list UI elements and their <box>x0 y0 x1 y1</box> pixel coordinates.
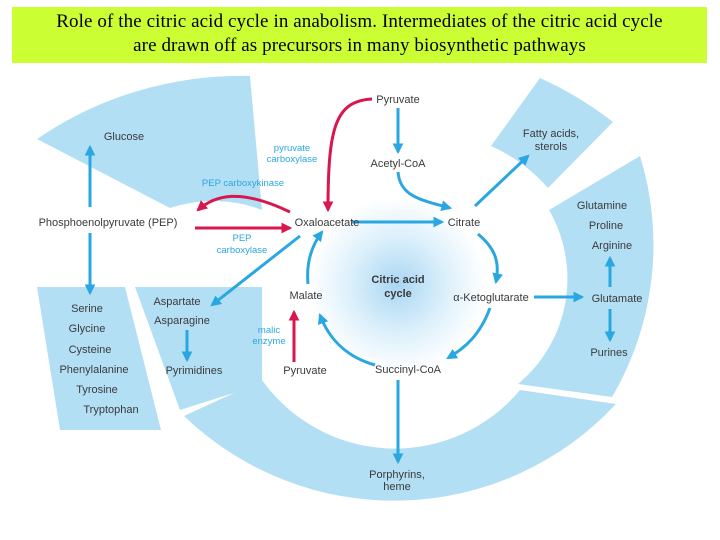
label-glucose: Glucose <box>103 131 145 143</box>
label-asparagine: Asparagine <box>154 315 210 327</box>
center-label-line-2: cycle <box>384 288 412 300</box>
label-pep: Phosphoenolpyruvate (PEP) <box>38 217 178 229</box>
label-pyrimidines: Pyrimidines <box>165 365 223 377</box>
label-serine: Serine <box>71 303 103 315</box>
label-pyruvate-carboxylase-2: carboxylase <box>266 154 318 165</box>
band-glucose <box>37 76 262 210</box>
label-purines: Purines <box>590 347 628 359</box>
label-glutamate: Glutamate <box>591 293 643 305</box>
label-aspartate: Aspartate <box>153 296 201 308</box>
title-line-2: are drawn off as precursors in many biosynthetic pathways <box>133 35 586 56</box>
center-label-line-1: Citric acid <box>371 274 425 286</box>
label-glutamine: Glutamine <box>576 200 628 212</box>
label-fatty-acids-1: Fatty acids, <box>522 128 580 140</box>
label-tyrosine: Tyrosine <box>76 384 118 396</box>
label-pyruvate-carboxylase-1: pyruvate <box>273 143 311 154</box>
label-phenylalanine: Phenylalanine <box>59 364 129 376</box>
label-tryptophan: Tryptophan <box>83 404 139 416</box>
label-porphyrins-1: Porphyrins, <box>369 469 425 481</box>
label-oxaloacetate: Oxaloacetate <box>294 217 360 229</box>
label-fatty-acids-2: sterols <box>534 141 568 153</box>
arrow-citrate-to-fatty-acids <box>475 156 528 206</box>
label-glycine: Glycine <box>68 323 106 335</box>
label-ketoglutarate: α-Ketoglutarate <box>453 292 529 304</box>
label-malate: Malate <box>289 290 323 302</box>
label-pyruvate-top: Pyruvate <box>376 94 420 106</box>
label-malic-enzyme-1: malic <box>257 325 281 336</box>
label-pyruvate-bottom: Pyruvate <box>283 365 327 377</box>
label-acetyl-coa: Acetyl-CoA <box>370 158 426 170</box>
label-proline: Proline <box>588 220 624 232</box>
title-line-1: Role of the citric acid cycle in anabolism. Intermediates of the citric acid cycle <box>56 11 663 32</box>
arrow-pyruvate-carboxylase <box>328 99 372 210</box>
label-cysteine: Cysteine <box>68 344 112 356</box>
label-pep-carboxykinase: PEP carboxykinase <box>201 178 285 189</box>
label-malic-enzyme-2: enzyme <box>252 336 286 347</box>
label-porphyrins-2: heme <box>383 481 411 493</box>
label-citrate: Citrate <box>447 217 481 229</box>
label-pep-carboxylase-1: PEP <box>232 233 252 244</box>
label-succinyl-coa: Succinyl-CoA <box>374 364 442 376</box>
band-glutamate <box>518 156 653 397</box>
label-pep-carboxylase-2: carboxylase <box>216 245 268 256</box>
label-arginine: Arginine <box>591 240 633 252</box>
